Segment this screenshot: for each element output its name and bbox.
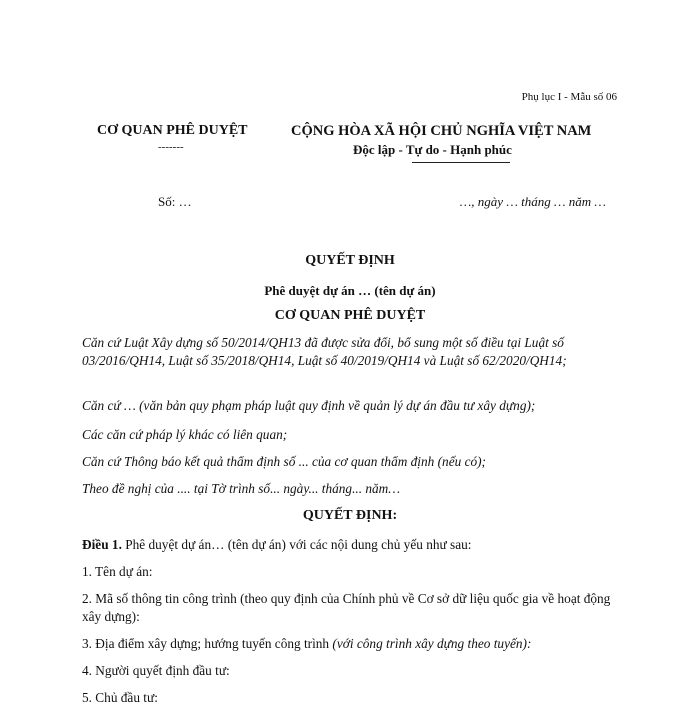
national-motto: Độc lập - Tự do - Hạnh phúc — [353, 142, 512, 157]
motto-underline — [412, 162, 510, 163]
agency-underline: ------- — [158, 141, 184, 153]
legal-basis-1: Căn cứ Luật Xây dựng số 50/2014/QH13 đã được sửa đổi, bổ sung một số điều tại Luật số 03/2016/QH14, Luật số 35/2018/QH14, Luật số 40/2019/QH14 và Luật số 62/2020/QH14; — [82, 335, 567, 368]
list-item: 1. Tên dự án: — [82, 564, 153, 579]
article-1-label: Điều 1. — [82, 537, 122, 552]
list-item — [82, 635, 617, 653]
decides-heading: QUYẾT ĐỊNH: — [302, 508, 398, 523]
decision-title: QUYẾT ĐỊNH — [305, 253, 395, 268]
national-title: CỘNG HÒA XÃ HỘI CHỦ NGHĨA VIỆT NAM — [291, 123, 592, 139]
list-item: 4. Người quyết định đầu tư: — [82, 663, 230, 678]
legal-basis-3: Các căn cứ pháp lý khác có liên quan; — [82, 427, 288, 442]
list-item-note: (với công trình xây dựng theo tuyến): — [332, 636, 532, 651]
document-number: Số: … — [158, 194, 192, 209]
appendix-label: Phụ lục I - Mẫu số 06 — [521, 91, 617, 103]
issuing-agency: CƠ QUAN PHÊ DUYỆT — [97, 123, 248, 138]
article-1 — [82, 536, 617, 554]
list-item: 5. Chủ đầu tư: — [82, 690, 158, 705]
list-item: 2. Mã số thông tin công trình (theo quy định của Chính phủ về Cơ sở dữ liệu quốc gia về hoạt động xây dựng): — [82, 591, 611, 624]
list-item-text: 3. Địa điểm xây dựng; hướng tuyến công trình — [82, 636, 333, 651]
legal-basis-4: Căn cứ Thông báo kết quả thẩm định số ... của cơ quan thẩm định (nếu có); — [82, 454, 486, 469]
legal-basis-2: Căn cứ … (văn bản quy phạm pháp luật quy định về quản lý dự án đầu tư xây dựng); — [82, 398, 536, 413]
document-date: …, ngày … tháng … năm … — [459, 194, 606, 209]
legal-basis-5: Theo đề nghị của .... tại Tờ trình số... ngày... tháng... năm… — [82, 481, 401, 496]
article-1-text: Phê duyệt dự án… (tên dự án) với các nội dung chủ yếu như sau: — [121, 537, 472, 552]
approving-agency-heading: CƠ QUAN PHÊ DUYỆT — [274, 308, 426, 323]
decision-subtitle: Phê duyệt dự án … (tên dự án) — [264, 283, 436, 298]
